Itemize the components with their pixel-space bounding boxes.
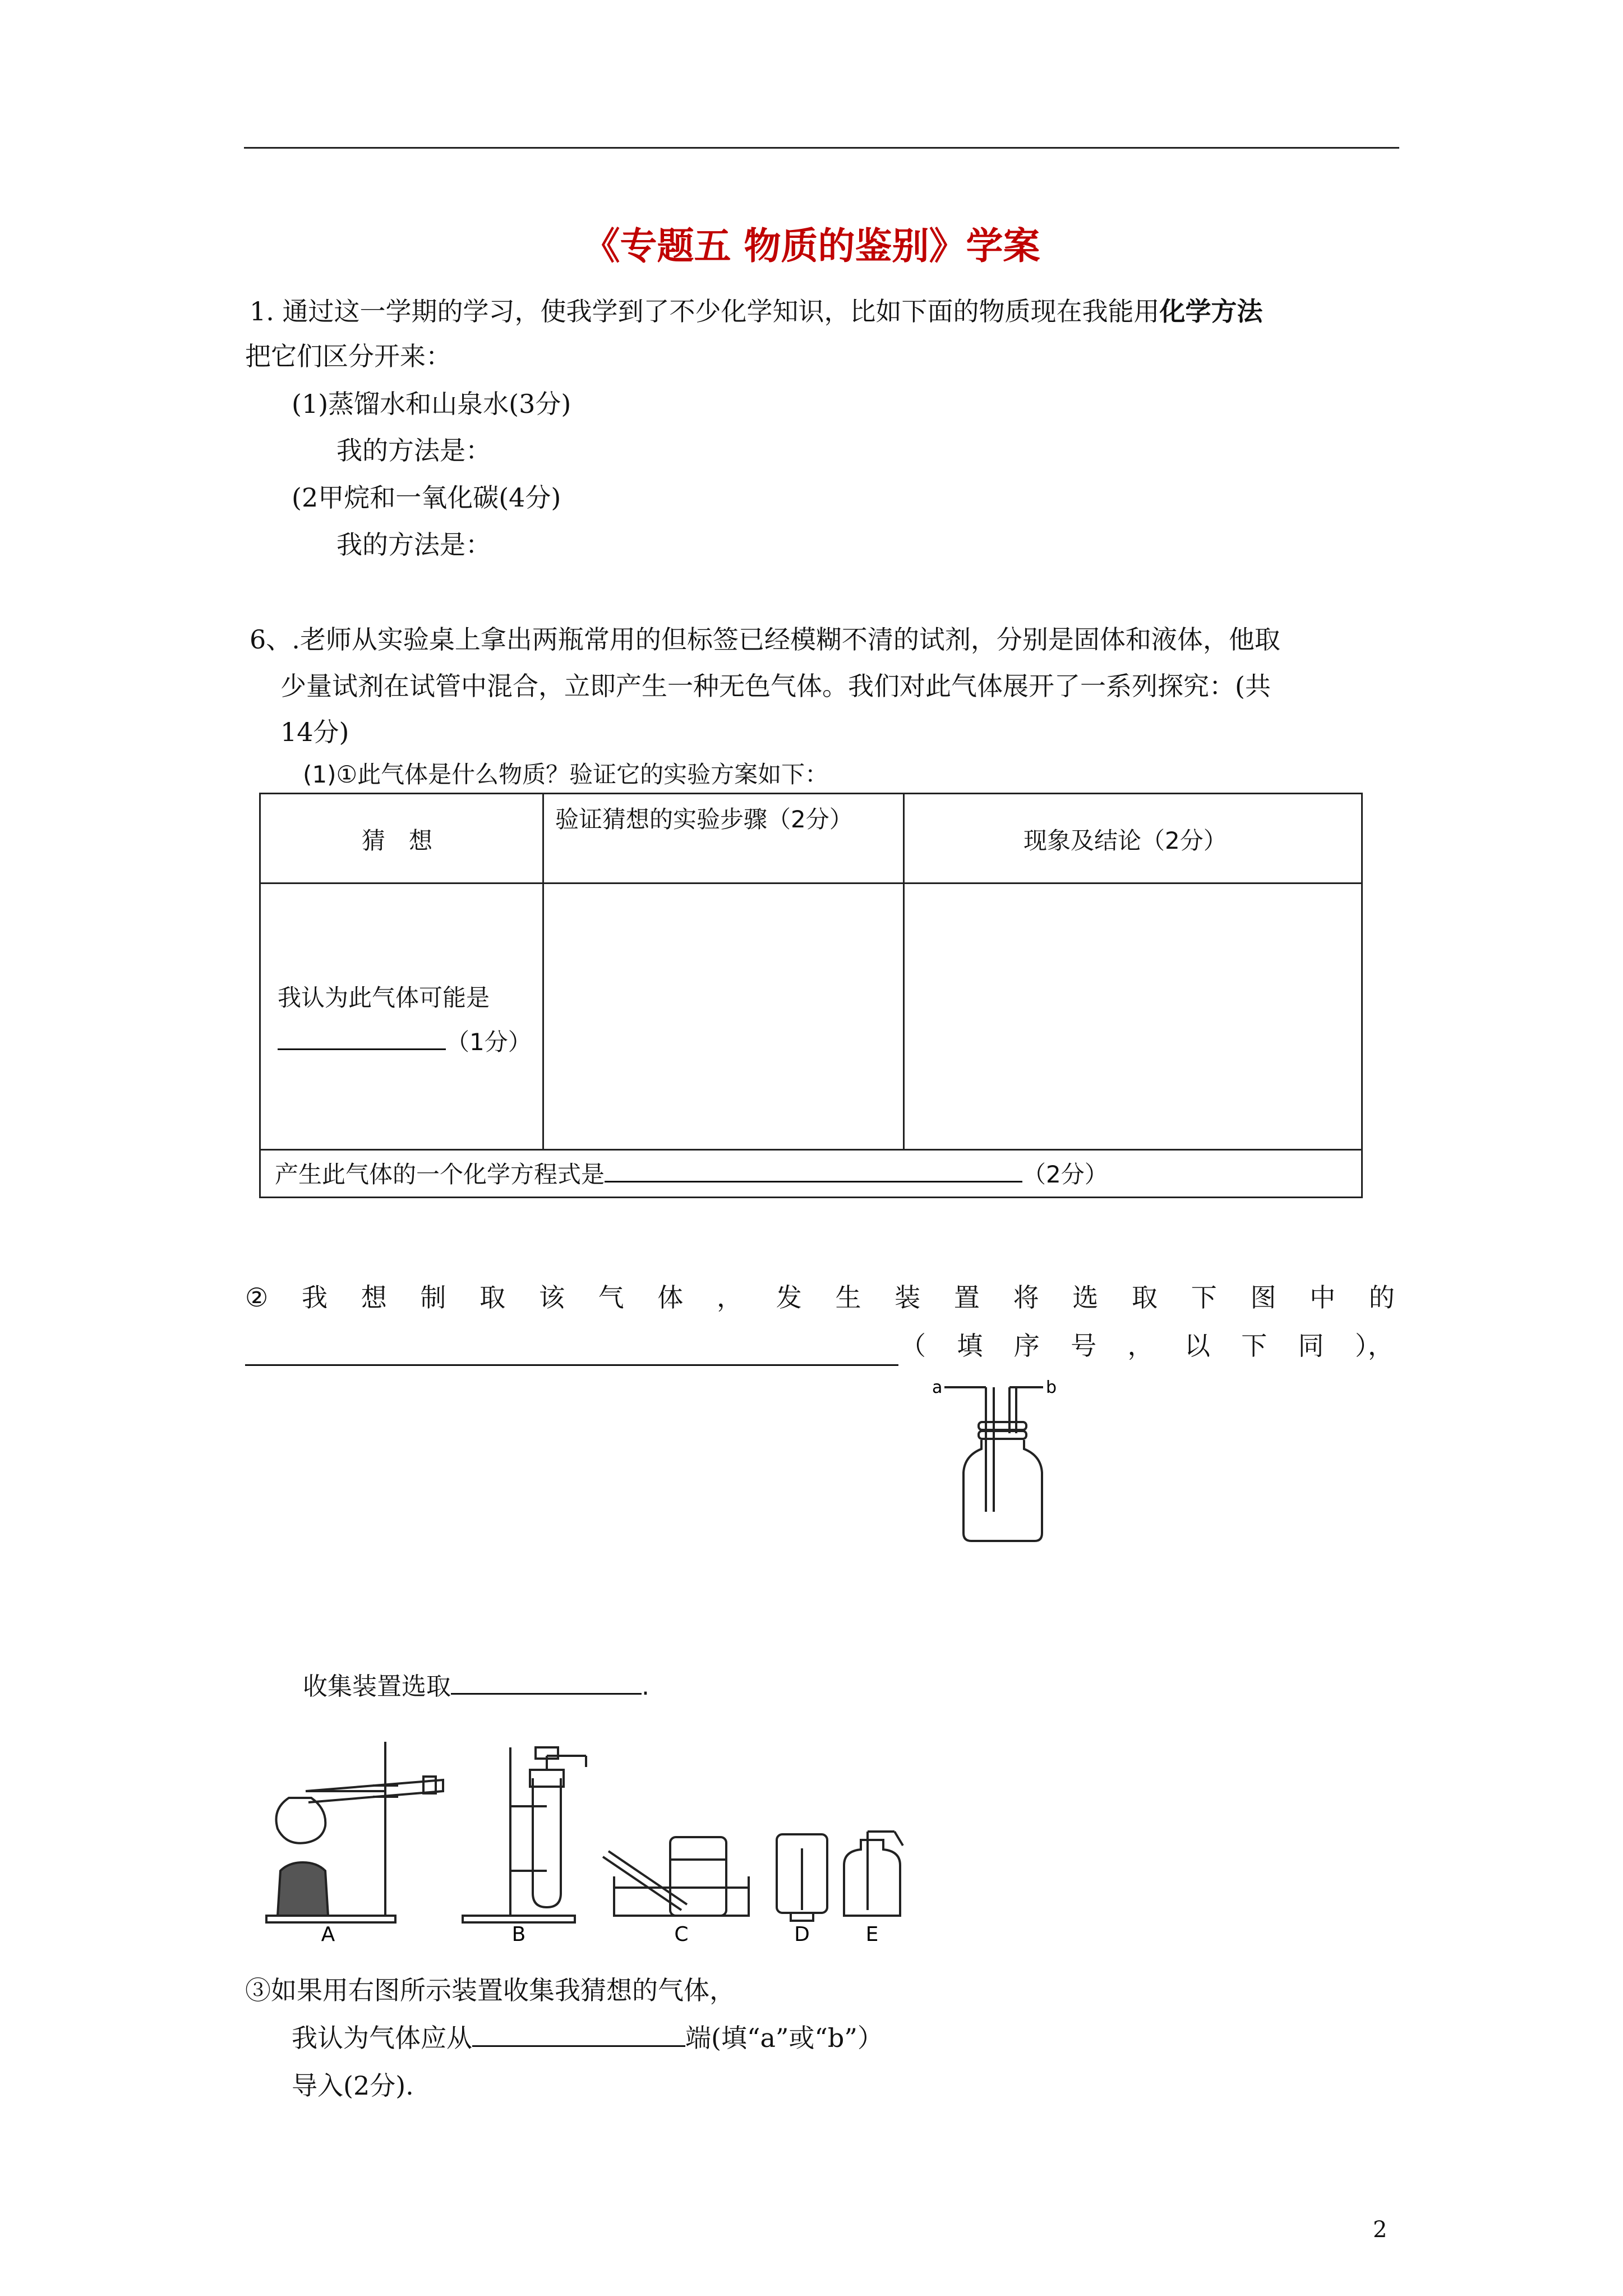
q6-part3-line3: 导入(2分). <box>292 2070 414 2101</box>
guess-score: （1分） <box>446 1028 532 1056</box>
label-a: a <box>932 1378 943 1397</box>
equation-line <box>275 1163 1108 1186</box>
table-header-result: 现象及结论（2分） <box>1023 827 1227 854</box>
q6-part3-line1: ③如果用右图所示装置收集我猜想的气体， <box>245 1975 735 2005</box>
equation-label: 产生此气体的一个化学方程式是 <box>275 1161 605 1188</box>
collect-line: 收集装置选取 . <box>303 1672 649 1701</box>
q1-sub1: (1)蒸馏水和山泉水(3分) <box>292 389 571 419</box>
part3-pre: 我认为气体应从 <box>292 2023 472 2053</box>
q1-line1-text: 1. 通过这一学期的学习，使我学到了不少化学知识，比如下面的物质现在我能用 <box>250 296 1160 326</box>
apparatus-label-c: C <box>674 1923 689 1944</box>
q6-part2-line1: ② 我 想 制 取 该 气 体 ， 发 生 装 置 将 选 取 下 图 中 的 <box>245 1282 1395 1313</box>
table-header-guess: 猜 想 <box>362 827 433 854</box>
equation-blank[interactable] <box>605 1181 1022 1182</box>
q1-method1: 我的方法是： <box>336 435 491 466</box>
apparatus-label-b: B <box>511 1923 526 1944</box>
collect-label: 收集装置选取 <box>303 1672 451 1701</box>
q6-line3: 14分) <box>280 717 349 747</box>
guess-line <box>278 1030 532 1054</box>
apparatus-label-e: E <box>865 1923 879 1944</box>
apparatus-figure <box>255 1725 995 1944</box>
collect-blank[interactable] <box>451 1693 642 1695</box>
part3-post: 端(填“a”或“b”） <box>685 2023 883 2053</box>
inlet-blank[interactable] <box>472 2045 685 2047</box>
q6-line2: 少量试剂在试管中混合，立即产生一种无色气体。我们对此气体展开了一系列探究：(共 <box>280 671 1271 701</box>
q1-line1 <box>250 298 1263 324</box>
equation-score: （2分） <box>1022 1161 1108 1188</box>
q1-emphasis: 化学方法 <box>1159 296 1263 326</box>
guess-blank[interactable] <box>278 1048 446 1050</box>
q1-method2: 我的方法是： <box>336 530 491 560</box>
q6-part3-line2 <box>292 2025 883 2051</box>
page-title: 《专题五 物质的鉴别》学案 <box>583 224 1040 268</box>
table-header-steps: 验证猜想的实验步骤（2分） <box>555 806 853 833</box>
q6-line1: 6、.老师从实验桌上拿出两瓶常用的但标签已经模糊不清的试剂，分别是固体和液体，他取 <box>250 624 1280 655</box>
q1-line2: 把它们区分开来： <box>245 341 451 371</box>
label-b: b <box>1046 1378 1057 1397</box>
generator-blank[interactable] <box>245 1364 898 1366</box>
header-rule <box>244 147 1399 149</box>
apparatus-label-d: D <box>794 1923 810 1944</box>
apparatus-label-a: A <box>321 1923 335 1944</box>
q6-part1-heading: (1)①此气体是什么物质？验证它的实验方案如下： <box>303 761 829 788</box>
guess-text: 我认为此气体可能是 <box>278 984 490 1011</box>
gas-bottle-figure <box>931 1377 1066 1545</box>
page-number: 2 <box>1373 2217 1387 2243</box>
q1-sub2: (2甲烷和一氧化碳(4分) <box>292 482 561 513</box>
q6-part2-line2-tail: （ 填 序 号 ， 以 下 同 ）， <box>900 1331 1394 1361</box>
